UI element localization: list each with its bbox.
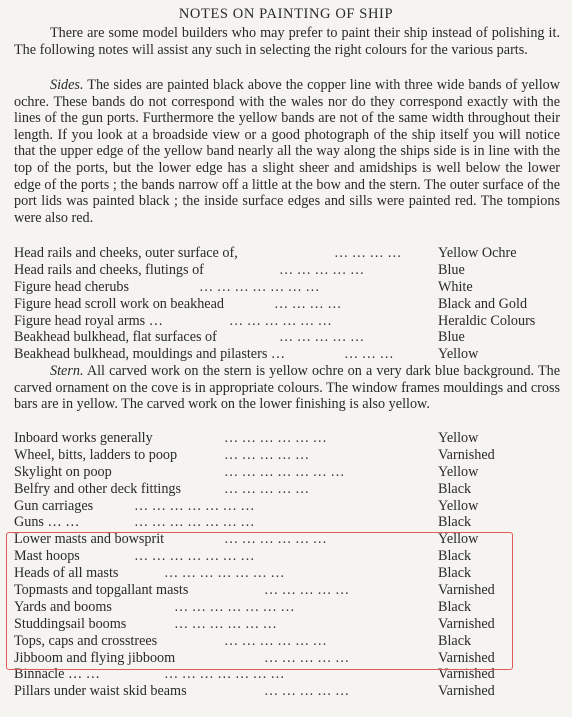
- list-item-colour: Black and Gold: [438, 295, 528, 312]
- dot-leader: … … …: [344, 346, 394, 363]
- list-item-part: Figure head royal arms …: [14, 312, 163, 329]
- list-item-part: Heads of all masts: [14, 565, 119, 582]
- list-item-colour: Yellow: [438, 346, 479, 363]
- list-item-colour: Yellow: [438, 430, 479, 446]
- list-item: [14, 296, 560, 313]
- list-item-part: Beakhead bulkhead, flat surfaces of: [14, 329, 217, 346]
- intro-text: There are some model builders who may prefer to paint their ship instead of polishing it. The following notes will assist any such in selecting the right colours for the various parts.: [14, 25, 560, 58]
- list-item-part: Skylight on poop: [14, 463, 112, 480]
- dot-leader: … … … … … …: [224, 632, 327, 649]
- list-item-colour: Black: [438, 514, 472, 531]
- dot-leader: … … … … … … …: [134, 497, 255, 514]
- list-item-part: Guns … …: [14, 514, 80, 531]
- list-item-part: Belfry and other deck fittings: [14, 480, 182, 497]
- sides-heading: Sides.: [50, 77, 84, 93]
- list-item-part: Yards and booms: [14, 598, 112, 615]
- list-item: [14, 279, 560, 296]
- list-item-part: Wheel, bitts, ladders to poop: [14, 446, 178, 463]
- dot-leader: … … … … …: [264, 582, 350, 599]
- selection-highlight-box: [6, 532, 513, 670]
- stern-text: All carved work on the stern is yellow ochre on a very dark blue background. The carved ornament on the cove is in appropriate colours. The window frames mouldings and cross bars are in yellow. The carved work on the lower finishing is also yellow.: [14, 363, 560, 413]
- dot-leader: … … … … … … …: [134, 548, 255, 565]
- list-item: [14, 464, 560, 481]
- list-item-part: Jibboom and flying jibboom: [14, 649, 176, 666]
- list-item: [14, 481, 560, 498]
- list-item-colour: Varnished: [438, 666, 495, 683]
- list-item: [14, 262, 560, 279]
- dot-leader: … … … … … …: [224, 430, 327, 446]
- list-item-part: Lower masts and bowsprit: [14, 531, 165, 548]
- dot-leader: … … … … …: [264, 649, 350, 666]
- list-item-part: Figure head cherubs: [14, 278, 130, 295]
- list-item-colour: Varnished: [438, 683, 495, 700]
- list-item-part: Figure head scroll work on beakhead: [14, 295, 224, 312]
- list-item-colour: Varnished: [438, 582, 495, 599]
- list-item-colour: Varnished: [438, 615, 495, 632]
- dot-leader: … … … … …: [279, 329, 365, 346]
- list-item: [14, 313, 560, 330]
- list-item: [14, 683, 560, 700]
- dot-leader: … … … … …: [264, 683, 350, 700]
- stern-paragraph: [14, 363, 560, 413]
- sides-text: The sides are painted black above the copper line with three wide bands of yellow ochre. These bands do not correspond with the wales nor do they correspond exactly with the lines of the gun ports. Furthermore the yellow bands are not of the same width throughout their length. If you look at a broadside view or a good photograph of the ship itself you will notice that the upper edge of the yellow band nearly all the way along the ships side is in line with the top of the ports, but the lower edge has a slight sheer and amidships is well below the lower edge of the ports ; the bands narrow off a little at the bow and the stern. The outer surface of the port lids was painted black ; the inside surface edges and sills were painted red. The tompions were also red.: [14, 77, 560, 226]
- list-item-colour: Yellow: [438, 497, 479, 514]
- list-item-part: Topmasts and topgallant masts: [14, 582, 189, 599]
- dot-leader: … … … … …: [224, 480, 310, 497]
- stern-heading: Stern.: [50, 363, 84, 379]
- dot-leader: … … … … …: [279, 261, 365, 278]
- list-item: [14, 514, 560, 531]
- list-item-colour: Varnished: [438, 649, 495, 666]
- list-item: [14, 245, 560, 262]
- dot-leader: … … … … … … …: [164, 565, 285, 582]
- list-item: [14, 498, 560, 515]
- dot-leader: … … … … … …: [229, 312, 332, 329]
- list-item-colour: Black: [438, 548, 472, 565]
- dot-leader: … … … … … … …: [224, 463, 345, 480]
- dot-leader: … … … … … … …: [174, 598, 295, 615]
- list-item-part: Head rails and cheeks, flutings of: [14, 261, 204, 278]
- dot-leader: … … … … … … …: [134, 514, 255, 531]
- list-item-colour: Varnished: [438, 446, 495, 463]
- list-item: [14, 346, 560, 363]
- list-item-colour: Black: [438, 565, 472, 582]
- list-item: [14, 329, 560, 346]
- dot-leader: … … … …: [274, 295, 342, 312]
- list-item-colour: Heraldic Colours: [438, 312, 536, 329]
- list-item: [14, 447, 560, 464]
- dot-leader: … … … … … … …: [164, 666, 285, 683]
- page-title: NOTES ON PAINTING OF SHIP: [178, 6, 394, 22]
- list-item-colour: Black: [438, 598, 472, 615]
- list-item-part: Tops, caps and crosstrees: [14, 632, 158, 649]
- sides-paragraph: [14, 77, 560, 226]
- list-item: [14, 430, 560, 447]
- list-item-colour: Blue: [438, 329, 465, 346]
- dot-leader: … … … … … …: [174, 615, 277, 632]
- list-item-colour: Black: [438, 632, 472, 649]
- list-item-part: Beakhead bulkhead, mouldings and pilasters …: [14, 346, 286, 363]
- list-item-part: Inboard works generally: [14, 430, 153, 446]
- dot-leader: … … … …: [334, 245, 402, 261]
- list-item-colour: Yellow: [438, 463, 479, 480]
- dot-leader: … … … … … … …: [199, 278, 320, 295]
- list-item-colour: White: [438, 278, 473, 295]
- list-item-part: Binnacle … …: [14, 666, 100, 683]
- colour-list-head: [14, 245, 560, 363]
- list-item-part: Studdingsail booms: [14, 615, 127, 632]
- intro-paragraph: [14, 25, 560, 58]
- list-item-colour: Yellow Ochre: [438, 245, 517, 261]
- list-item-colour: Blue: [438, 261, 465, 278]
- list-item-part: Gun carriages: [14, 497, 94, 514]
- list-item-colour: Yellow: [438, 531, 479, 548]
- list-item-part: Head rails and cheeks, outer surface of,: [14, 245, 238, 261]
- list-item-colour: Black: [438, 480, 472, 497]
- dot-leader: … … … … …: [224, 446, 310, 463]
- dot-leader: … … … … … …: [224, 531, 327, 548]
- list-item-part: Pillars under waist skid beams: [14, 683, 187, 700]
- list-item-part: Mast hoops: [14, 548, 80, 565]
